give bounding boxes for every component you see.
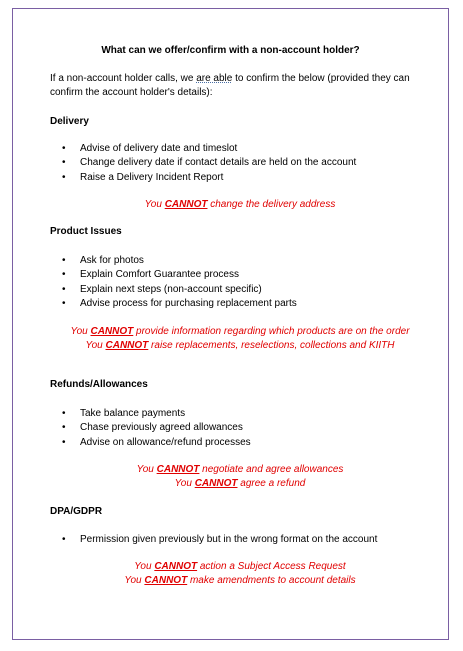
list-item: • Take balance payments xyxy=(50,407,435,421)
intro-text-after: to confirm the below (provided they can confirm the account holder's details): xyxy=(50,73,410,98)
list-item: • Ask for photos xyxy=(50,254,435,268)
refunds-list xyxy=(50,407,435,450)
cannot-emphasis: CANNOT xyxy=(156,464,200,475)
warning-pre: You xyxy=(85,340,106,351)
section-heading-refunds: Refunds/Allowances xyxy=(50,379,148,390)
intro-text-underlined: are able xyxy=(196,73,233,84)
cannot-emphasis: CANNOT xyxy=(144,575,188,586)
list-item: • Explain Comfort Guarantee process xyxy=(50,268,435,282)
section-heading-delivery: Delivery xyxy=(50,116,89,127)
warning-pre: You xyxy=(124,575,145,586)
list-item: • Change delivery date if contact details are held on the account xyxy=(50,156,435,170)
warning-line xyxy=(50,339,430,353)
warning-post: raise replacements, reselections, collections and KIITH xyxy=(148,340,395,351)
warning-post: action a Subject Access Request xyxy=(197,561,346,572)
delivery-warning xyxy=(50,198,430,212)
warning-post: agree a refund xyxy=(237,478,306,489)
dpa-gdpr-list xyxy=(50,533,435,547)
product-issues-warning xyxy=(50,325,430,353)
warning-post: provide information regarding which products are on the order xyxy=(133,326,410,337)
cannot-emphasis: CANNOT xyxy=(105,340,149,351)
list-item: • Chase previously agreed allowances xyxy=(50,421,435,435)
cannot-emphasis: CANNOT xyxy=(154,561,198,572)
warning-line xyxy=(50,198,430,212)
product-issues-list xyxy=(50,254,435,311)
warning-line xyxy=(50,463,430,477)
warning-post: change the delivery address xyxy=(207,199,336,210)
cannot-emphasis: CANNOT xyxy=(164,199,208,210)
warning-pre: You xyxy=(174,478,195,489)
cannot-emphasis: CANNOT xyxy=(194,478,238,489)
section-heading-product-issues: Product Issues xyxy=(50,226,122,237)
warning-pre: You xyxy=(70,326,91,337)
warning-post: negotiate and agree allowances xyxy=(199,464,344,475)
list-item: • Explain next steps (non-account specific) xyxy=(50,283,435,297)
dpa-gdpr-warning xyxy=(50,560,430,588)
list-item: • Advise on allowance/refund processes xyxy=(50,436,435,450)
warning-line xyxy=(50,325,430,339)
list-item: • Raise a Delivery Incident Report xyxy=(50,171,435,185)
warning-line xyxy=(50,477,430,491)
document-page xyxy=(12,8,449,640)
page-title: What can we offer/confirm with a non-account holder? xyxy=(101,45,360,56)
warning-post: make amendments to account details xyxy=(187,575,356,586)
intro-paragraph xyxy=(50,72,435,100)
warning-pre: You xyxy=(144,199,165,210)
section-heading-dpa-gdpr: DPA/GDPR xyxy=(50,506,103,517)
warning-line xyxy=(50,560,430,574)
list-item: • Permission given previously but in the wrong format on the account xyxy=(50,533,435,547)
warning-line xyxy=(50,574,430,588)
list-item: • Advise process for purchasing replacement parts xyxy=(50,297,435,311)
cannot-emphasis: CANNOT xyxy=(90,326,134,337)
warning-pre: You xyxy=(136,464,157,475)
refunds-warning xyxy=(50,463,430,491)
warning-pre: You xyxy=(134,561,155,572)
intro-text-before: If a non-account holder calls, we xyxy=(50,73,197,84)
list-item: • Advise of delivery date and timeslot xyxy=(50,142,435,156)
delivery-list xyxy=(50,142,435,185)
